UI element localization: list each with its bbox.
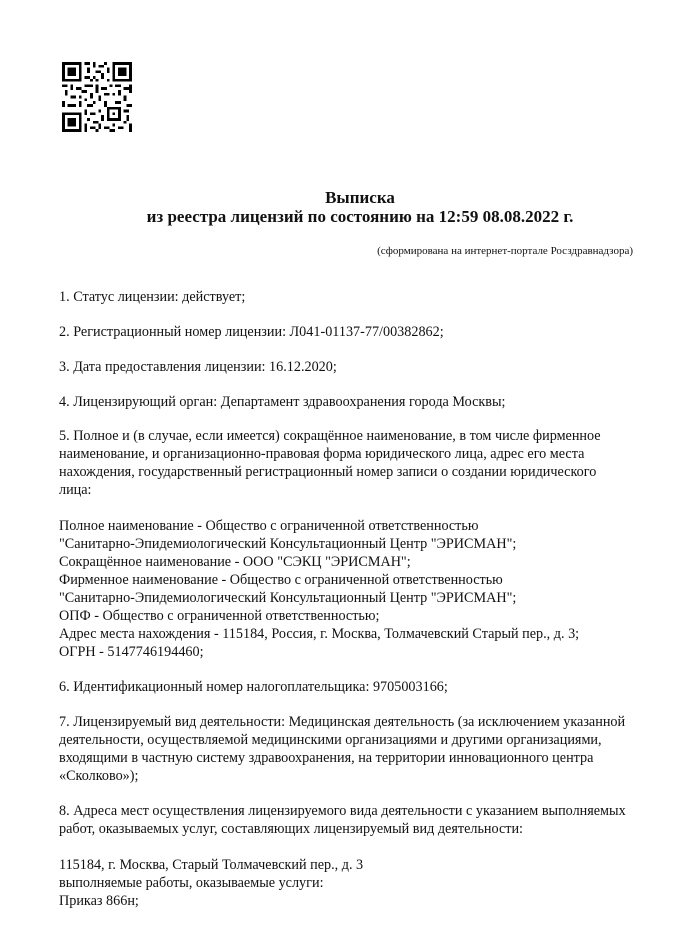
item-organization-heading: 5. Полное и (в случае, если имеется) сокращённое наименование, в том числе фирменное наименование, и организационно-правовая форма юридического лица, адрес его места нахождения, государственный регистрационный номер записи о создании юридического лица: (59, 428, 601, 498)
org-ogrn: ОГРН - 5147746194460; (59, 644, 204, 660)
document-title: Выписка (325, 188, 395, 207)
source-note: (сформирована на интернет-портале Росздравнадзора) (377, 245, 633, 257)
document-body (59, 288, 629, 910)
org-full-name-line2: "Санитарно-Эпидемиологический Консультационный Центр "ЭРИСМАН"; (59, 536, 517, 552)
qr-code-icon (62, 62, 132, 132)
item-license-date: 3. Дата предоставления лицензии: 16.12.2020; (59, 359, 337, 375)
org-full-name-line1: Полное наименование - Общество с ограниченной ответственностью (59, 518, 479, 534)
location-works-label: выполняемые работы, оказываемые услуги: (59, 875, 324, 891)
org-short-name: Сокращённое наименование - ООО "СЭКЦ "ЭРИСМАН"; (59, 554, 411, 570)
org-opf: ОПФ - Общество с ограниченной ответственностью; (59, 608, 380, 624)
item-activity-type: 7. Лицензируемый вид деятельности: Медицинская деятельность (за исключением указанной деятельности, осуществляемой медицинскими организациями и другими организациями, входящими в частную систему здравоохранения, на территории инновационного центра «Сколково»); (59, 714, 626, 784)
item-inn: 6. Идентификационный номер налогоплательщика: 9705003166; (59, 679, 448, 695)
item-registration-number: 2. Регистрационный номер лицензии: Л041-01137-77/00382862; (59, 324, 444, 340)
location-details (59, 856, 629, 910)
organization-details (59, 517, 629, 661)
location-order: Приказ 866н; (59, 893, 139, 909)
org-address: Адрес места нахождения - 115184, Россия, г. Москва, Толмачевский Старый пер., д. 3; (59, 626, 580, 642)
location-address: 115184, г. Москва, Старый Толмачевский пер., д. 3 (59, 857, 364, 873)
org-brand-name-line2: "Санитарно-Эпидемиологический Консультационный Центр "ЭРИСМАН"; (59, 590, 517, 606)
document-subtitle: из реестра лицензий по состоянию на 12:59 08.08.2022 г. (146, 207, 574, 226)
item-activity-addresses: 8. Адреса мест осуществления лицензируемого вида деятельности с указанием выполняемых работ, оказываемых услуг, составляющих лицензируемый вид деятельности: (59, 803, 626, 837)
item-license-status: 1. Статус лицензии: действует; (59, 289, 246, 305)
org-brand-name-line1: Фирменное наименование - Общество с ограниченной ответственностью (59, 572, 503, 588)
item-licensing-authority: 4. Лицензирующий орган: Департамент здравоохранения города Москвы; (59, 394, 506, 410)
